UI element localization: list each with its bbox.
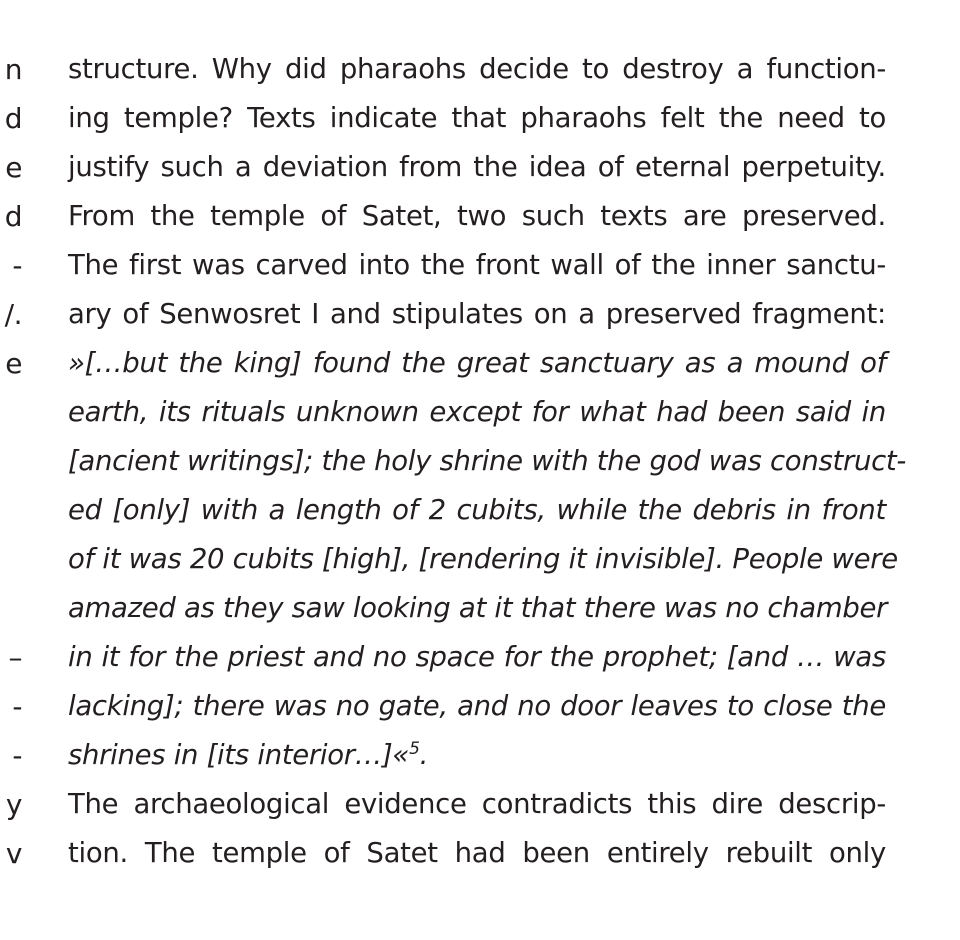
left-fragment: d: [4, 102, 22, 135]
quote-line: »[…but the king] found the great sanctuary as a mound of: [68, 347, 886, 379]
left-fragment: /.: [4, 298, 22, 331]
left-fragment: v: [5, 837, 22, 870]
footnote-marker[interactable]: 5: [409, 739, 420, 759]
text-line: tion. The temple of Satet had been entirely rebuilt only: [68, 837, 886, 869]
left-fragment: e: [5, 151, 22, 184]
text-line: justify such a deviation from the idea of eternal perpetuity.: [68, 151, 886, 183]
left-fragment: [0, 388, 22, 437]
quote-line-final: [68, 731, 886, 780]
left-fragment: y: [5, 788, 22, 821]
quote-line: lacking]; there was no gate, and no door leaves to close the: [68, 690, 886, 722]
text-line: The first was carved into the front wall of the inner sanctu-: [68, 249, 886, 281]
quote-line: in it for the priest and no space for the prophet; [and … was: [68, 641, 886, 673]
left-fragment: e: [5, 347, 22, 380]
quote-line: earth, its rituals unknown except for what had been said in: [68, 396, 886, 428]
quote-line: of it was 20 cubits [high], [rendering it invisible]. People were: [68, 543, 898, 575]
text-line: From the temple of Satet, two such texts are preserved.: [68, 200, 886, 232]
left-fragment: [0, 535, 22, 584]
left-fragment: n: [4, 53, 22, 86]
text-line: The archaeological evidence contradicts this dire descrip-: [68, 788, 886, 820]
quote-end-text: shrines in [its interior…]«: [68, 739, 410, 771]
quote-line: amazed as they saw looking at it that there was no chamber: [68, 592, 888, 624]
quote-line: [ancient writings]; the holy shrine with the god was construct-: [68, 445, 907, 477]
left-fragment: -: [12, 249, 22, 282]
main-text-column: [68, 45, 907, 878]
left-fragment: –: [8, 641, 22, 674]
left-fragment: [0, 584, 22, 633]
left-fragment: [0, 437, 22, 486]
quote-end-punctuation: .: [419, 739, 429, 771]
text-line: ing temple? Texts indicate that pharaohs felt the need to: [68, 102, 886, 134]
left-fragment: -: [12, 739, 22, 772]
quote-line: ed [only] with a length of 2 cubits, while the debris in front: [68, 494, 886, 526]
left-fragment: -: [12, 690, 22, 723]
left-fragment: [0, 486, 22, 535]
text-line: ary of Senwosret I and stipulates on a preserved fragment:: [68, 298, 886, 330]
left-fragment: d: [4, 200, 22, 233]
text-line: structure. Why did pharaohs decide to destroy a function-: [68, 53, 886, 85]
left-column-fragments: [0, 45, 22, 878]
